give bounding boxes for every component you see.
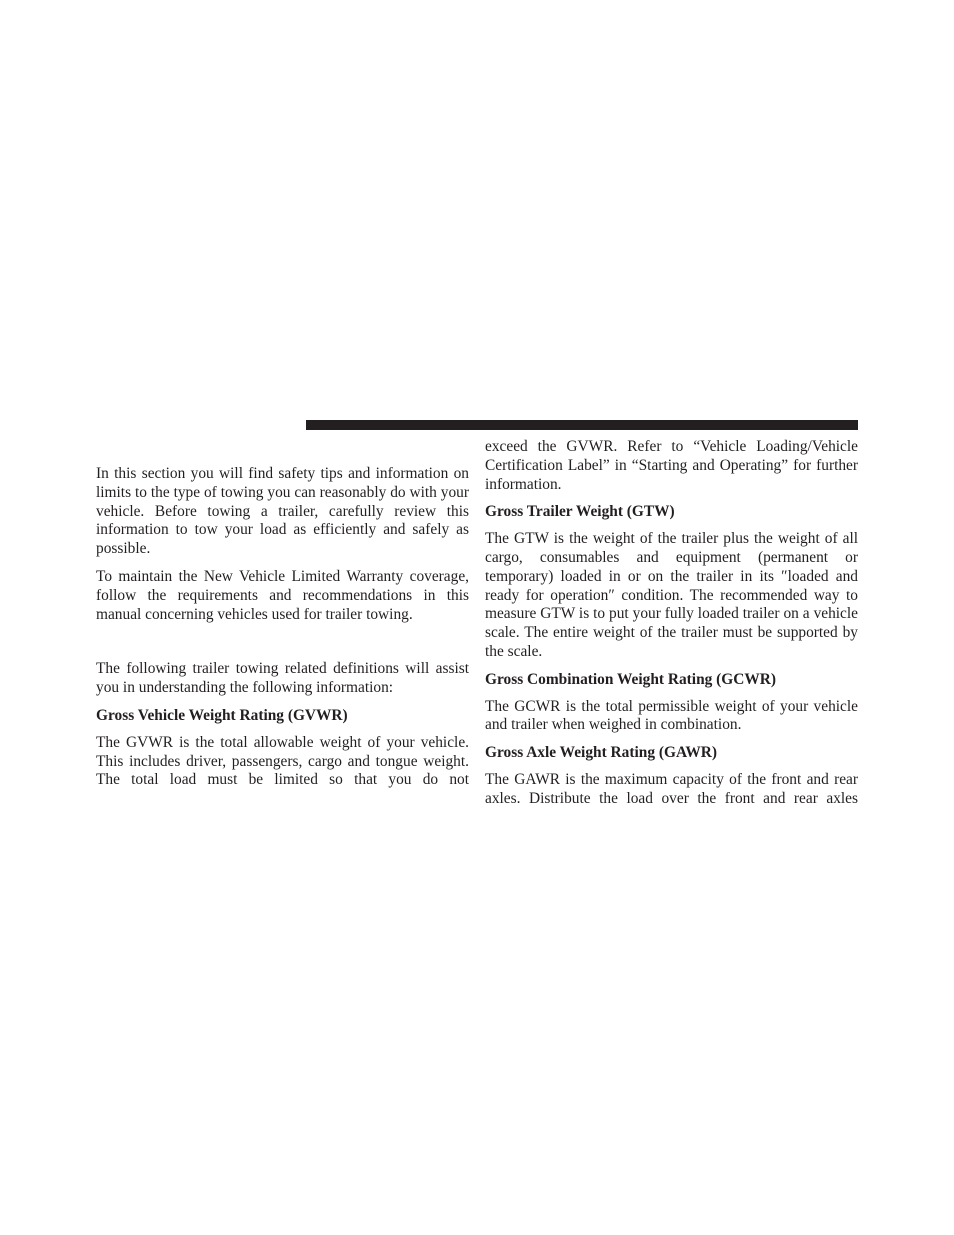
gvwr-heading: Gross Vehicle Weight Rating (GVWR) <box>96 706 348 724</box>
right-column <box>485 438 858 818</box>
gawr-paragraph: The GAWR is the maximum capacity of the front and rear axles. Distribute the load over the front and rear axles <box>485 770 858 807</box>
intro-paragraph-1: In this section you will find safety tips and information on limits to the type of towing you can reasonably do with your vehicle. Before towing a trailer, carefully review this information to tow your load as efficiently and safely as possible. <box>96 465 469 558</box>
gtw-heading: Gross Trailer Weight (GTW) <box>485 503 675 521</box>
definitions-intro-paragraph: The following trailer towing related definitions will assist you in understanding the following information: <box>96 660 469 697</box>
left-column <box>96 465 469 799</box>
gawr-heading: Gross Axle Weight Rating (GAWR) <box>485 744 718 762</box>
gvwr-continued-paragraph: exceed the GVWR. Refer to “Vehicle Loading/Vehicle Certification Label” in “Starting and Operating” for further information. <box>485 438 858 493</box>
intro-paragraph-2: To maintain the New Vehicle Limited Warranty coverage, follow the requirements and recommendations in this manual concerning vehicles used for trailer towing. <box>96 567 469 623</box>
section-header-rule <box>306 420 858 430</box>
gtw-paragraph: The GTW is the weight of the trailer plus the weight of all cargo, consumables and equipment (permanent or temporary) loaded in or on the trailer in its ″loaded and ready for operation″ condition. The recommended way to measure GTW is to put your fully loaded trailer on a vehicle scale. The entire weight of the trailer must be supported by the scale. <box>485 530 858 660</box>
gcwr-heading: Gross Combination Weight Rating (GCWR) <box>485 670 777 688</box>
gcwr-paragraph: The GCWR is the total permissible weight of your vehicle and trailer when weighed in combination. <box>485 697 858 734</box>
gvwr-paragraph: The GVWR is the total allowable weight of your vehicle. This includes driver, passengers, cargo and tongue weight. The total load must be limited so that you do not <box>96 733 469 789</box>
